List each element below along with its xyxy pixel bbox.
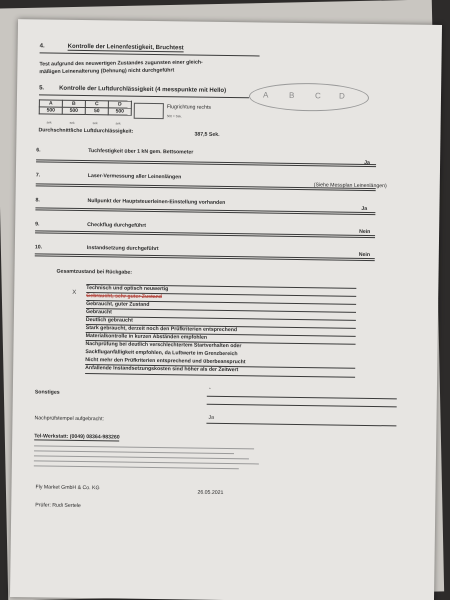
condition-rule — [85, 308, 356, 316]
sonstiges-label: Sonstiges — [34, 389, 60, 396]
avg-label: Durchschnittliche Luftdurchlässigkeit: — [38, 127, 134, 135]
selected-condition-mark: X — [72, 289, 77, 296]
stamp-label: Nachprüfstempel aufgebracht: — [34, 415, 105, 423]
section10-number: 10. — [34, 244, 43, 251]
pencil-letter-a: A — [262, 90, 279, 100]
disclaimer-line — [34, 460, 259, 464]
condition-rule-bottom — [85, 373, 355, 378]
condition-item-8: Nachprüfung bei deutlich verschlechtertem Startverhalten oder — [85, 341, 242, 350]
unit-a: sek — [46, 120, 52, 125]
section9-number: 9. — [35, 221, 40, 228]
pencil-letter-d: D — [338, 91, 355, 101]
unit-c: sek — [92, 121, 98, 126]
condition-item-7: Materialkontrolle in kurzen Abständen empfohlen — [85, 333, 208, 341]
inspector-name: Prüfer: Rudi Sertele — [35, 502, 81, 509]
condition-item-2: Gebraucht, sehr guter Zustand — [86, 293, 163, 301]
condition-item-4: Gebraucht — [85, 309, 112, 316]
workshop-phone: Tel-Werkstatt: (0049) 08364-983260 — [34, 433, 120, 441]
condition-item-9: Sackfluganfälligkeit empfohlen, da Luftwerte im Grenzbereich — [85, 349, 238, 358]
section9-rule — [35, 230, 375, 238]
disclaimer-line — [34, 450, 234, 454]
condition-item-10: Nicht mehr den Prüfkriterien entsprechend und überbeansprucht — [85, 357, 246, 366]
col-d-value: 500 — [108, 108, 131, 115]
col-a-header: A — [39, 100, 62, 107]
wing-outline-icon — [134, 103, 164, 119]
section9-result: Nein — [359, 228, 371, 236]
section10-result: Nein — [358, 251, 371, 259]
col-c-header: C — [85, 101, 108, 108]
section7-result: (Siehe Messplan Leinenlängen) — [313, 182, 387, 190]
section6-rule — [36, 159, 376, 167]
condition-item-3: Gebraucht, guter Zustand — [86, 301, 150, 308]
air-permeability-table — [39, 99, 132, 115]
disclaimer-line — [34, 445, 254, 449]
condition-item-1: Technisch und optisch neuwertig — [86, 285, 169, 293]
section10-rule — [35, 253, 375, 261]
document-date: 26.05.2021 — [197, 489, 224, 496]
section10-title: Instandsetzung durchgeführt — [86, 245, 159, 253]
section6-result: Ja — [364, 159, 370, 166]
section4-note-line2: mäßigen Leinenalterung (Dehnung) nicht durchgeführt — [39, 67, 175, 76]
disclaimer-block — [34, 443, 264, 473]
section8-title: Nullpunkt der Hauptsteuerleinen-Einstellung vorhanden — [87, 198, 226, 206]
section5-number: 5. — [39, 85, 45, 92]
avg-value: 387,5 Sek. — [194, 131, 220, 138]
sonstiges-rule-2 — [207, 404, 397, 408]
unit-d: sek — [115, 121, 121, 126]
col-a-value: 500 — [39, 107, 62, 114]
condition-item-11: Anfallende Instandsetzungskosten sind höher als der Zeitwert — [85, 365, 239, 374]
section6-title: Tuchfestigkeit über 1 kN gem. Bettsometer — [88, 148, 194, 156]
section5-underline — [39, 94, 249, 98]
col-b-value: 500 — [62, 107, 85, 114]
section6-number: 6. — [36, 147, 41, 154]
section7-title: Laser-Vermessung aller Leinenlängen — [87, 173, 182, 181]
inspection-document — [10, 19, 442, 600]
col-b-header: B — [62, 100, 85, 107]
disclaimer-line — [34, 455, 249, 459]
section4-number: 4. — [39, 43, 45, 50]
section7-number: 7. — [35, 172, 41, 179]
stamp-rule — [206, 423, 396, 427]
section9-title: Checkflug durchgeführt — [87, 222, 147, 229]
condition-item-5: Deutlich gebraucht — [85, 317, 133, 324]
section8-result: Ja — [361, 205, 368, 212]
section5-title: Kontrolle der Luftdurchlässigkeit (4 messpunkte mit Hello) — [59, 85, 227, 94]
direction-label: Flugrichtung rechts — [166, 104, 212, 111]
pencil-letter-c: C — [314, 91, 331, 101]
condition-item-6: Stark gebraucht, derzeit noch den Prüfkriterien entsprechend — [85, 325, 238, 334]
company-name: Fly Market GmbH & Co. KG — [35, 484, 100, 492]
pencil-letter-b: B — [288, 90, 305, 101]
max-label: 500 = Sek. — [166, 114, 183, 119]
stamp-value: Ja — [208, 414, 215, 421]
col-c-value: 50 — [85, 108, 108, 115]
section4-title: Kontrolle der Leinenfestigkeit, Bruchtest — [67, 43, 184, 52]
sonstiges-value: - — [208, 385, 211, 392]
section4-note-line1: Test aufgrund des neuwertigen Zustandes zugunsten einer gleich- — [39, 59, 203, 68]
sonstiges-rule-1 — [207, 396, 397, 400]
section8-rule — [35, 207, 375, 215]
col-d-header: D — [108, 101, 131, 108]
section4-underline — [40, 52, 260, 56]
unit-b: sek — [69, 120, 75, 125]
condition-heading: Gesamtzustand bei Rückgabe: — [56, 268, 133, 276]
section8-number: 8. — [35, 197, 40, 204]
disclaimer-line — [34, 465, 239, 469]
